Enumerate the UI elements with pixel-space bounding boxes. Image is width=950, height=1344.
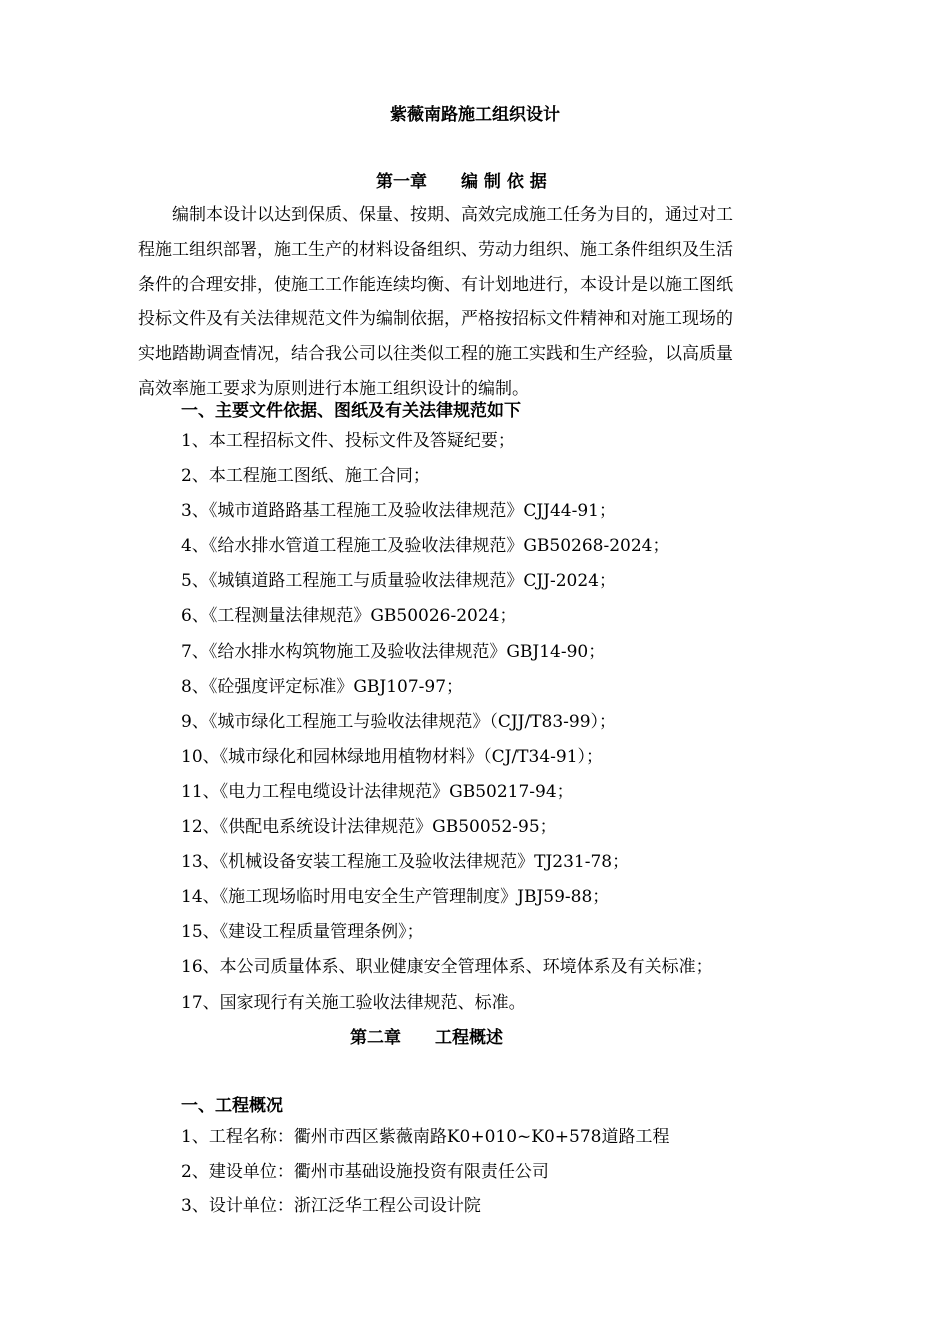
- list-item: 1、工程名称：衢州市西区紫薇南路K0+010~K0+578道路工程: [181, 1127, 670, 1147]
- list-item: 11、《电力工程电缆设计法律规范》GB50217-94；: [181, 781, 574, 802]
- document-title: 紫薇南路施工组织设计: [390, 105, 560, 125]
- chapter-2-heading: 第二章 工程概述: [350, 1028, 503, 1048]
- list-item: 9、《城市绿化工程施工与验收法律规范》（CJJ/T83-99）；: [181, 711, 617, 732]
- list-item: 2、本工程施工图纸、施工合同；: [181, 466, 430, 487]
- chapter-1-heading: 第一章 编 制 依 据: [376, 172, 547, 192]
- list-item: 6、《工程测量法律规范》GB50026-2024；: [181, 606, 517, 627]
- list-item: 4、《给水排水管道工程施工及验收法律规范》GB50268-2024；: [181, 536, 670, 557]
- project-overview-list: [181, 1121, 669, 1225]
- list-item: 14、《施工现场临时用电安全生产管理制度》JBJ59-88；: [181, 887, 610, 908]
- chapter-1-intro-paragraph: [138, 198, 818, 407]
- list-item: 1、本工程招标文件、投标文件及答疑纪要；: [181, 431, 515, 451]
- list-item: 7、《给水排水构筑物施工及验收法律规范》GBJ14-90；: [181, 641, 606, 662]
- intro-line: 程施工组织部署，施工生产的材料设备组织、劳动力组织、施工条件组织及生活: [138, 239, 733, 260]
- list-item: 17、国家现行有关施工验收法律规范、标准。: [181, 992, 526, 1013]
- reference-list: [181, 425, 713, 1022]
- list-item: 13、《机械设备安装工程施工及验收法律规范》TJ231-78；: [181, 852, 630, 873]
- list-item: 5、《城镇道路工程施工与质量验收法律规范》CJJ-2024；: [181, 571, 616, 592]
- intro-line: 编制本设计以达到保质、保量、按期、高效完成施工任务为目的，通过对工: [138, 205, 733, 225]
- list-item: 10、《城市绿化和园林绿地用植物材料》（CJ/T34-91）；: [181, 746, 604, 767]
- list-item: 3、《城市道路路基工程施工及验收法律规范》CJJ44-91；: [181, 501, 616, 522]
- intro-line: 投标文件及有关法律规范文件为编制依据，严格按招标文件精神和对施工现场的: [138, 309, 733, 330]
- intro-line: 条件的合理安排，使施工工作能连续均衡、有计划地进行，本设计是以施工图纸: [138, 274, 733, 295]
- list-item: 2、建设单位：衢州市基础设施投资有限责任公司: [181, 1161, 549, 1182]
- chapter-1-section-heading: 一、主要文件依据、图纸及有关法律规范如下: [181, 401, 521, 421]
- intro-line: 实地踏勘调查情况，结合我公司以往类似工程的施工实践和生产经验，以高质量: [138, 344, 733, 365]
- chapter-2-section-heading: 一、工程概况: [181, 1096, 283, 1116]
- list-item: 16、本公司质量体系、职业健康安全管理体系、环境体系及有关标准；: [181, 957, 713, 978]
- list-item: 3、设计单位：浙江泛华工程公司设计院: [181, 1196, 481, 1217]
- list-item: 15、《建设工程质量管理条例》；: [181, 922, 424, 943]
- list-item: 12、《供配电系统设计法律规范》GB50052-95；: [181, 817, 557, 838]
- intro-line: 高效率施工要求为原则进行本施工组织设计的编制。: [138, 378, 529, 399]
- list-item: 8、《砼强度评定标准》GBJ107-97；: [181, 676, 464, 697]
